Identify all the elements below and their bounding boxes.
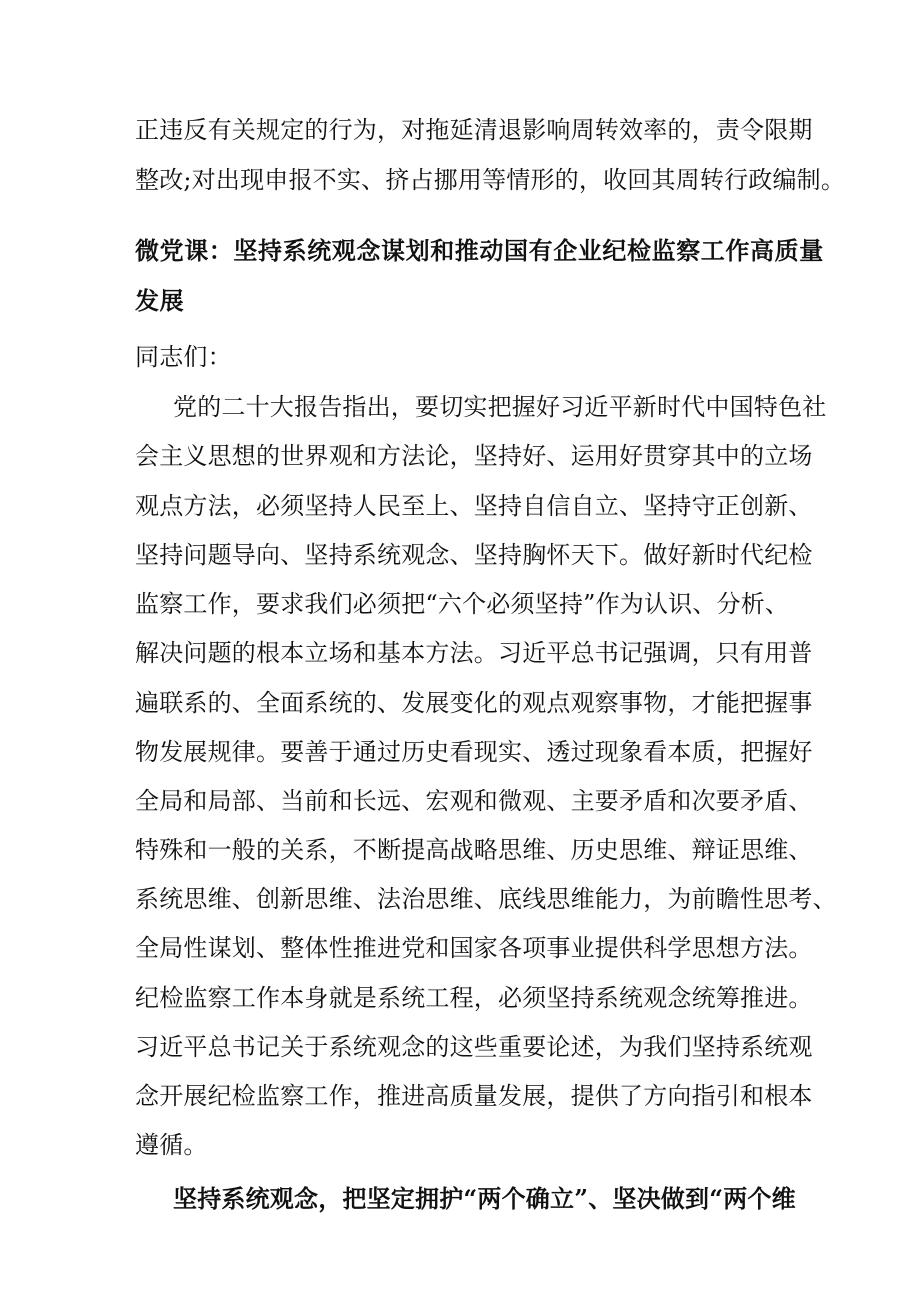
intro-line-1: 正违反有关规定的行为，对拖延清退影响周转效率的，责令限期 xyxy=(135,116,813,144)
body-line-6: 解决问题的根本立场和基本方法。习近平总书记强调，只有用普 xyxy=(135,639,813,667)
body-line-3: 观点方法，必须坚持人民至上、坚持自信自立、坚持守正创新、 xyxy=(135,492,813,520)
body-line-7: 遍联系的、全面系统的、发展变化的观点观察事物，才能把握事 xyxy=(135,689,813,717)
body-line-14: 习近平总书记关于系统观念的这些重要论述，为我们坚持系统观 xyxy=(135,1033,813,1061)
document-title-line-1: 微党课：坚持系统观念谋划和推动国有企业纪检监察工作高质量 xyxy=(135,237,824,265)
intro-line-2: 整改;对出现申报不实、挤占挪用等情形的，收回其周转行政编制。 xyxy=(135,166,846,194)
body-line-13: 纪检监察工作本身就是系统工程，必须坚持系统观念统筹推进。 xyxy=(135,984,813,1012)
body-line-9: 全局和局部、当前和长远、宏观和微观、主要矛盾和次要矛盾、 xyxy=(135,787,813,815)
body-line-11: 系统思维、创新思维、法治思维、底线思维能力，为前瞻性思考、 xyxy=(135,885,837,913)
body-line-4: 坚持问题导向、坚持系统观念、坚持胸怀天下。做好新时代纪检 xyxy=(135,541,813,569)
document-title-line-2: 发展 xyxy=(135,287,185,315)
body-line-8: 物发展规律。要善于通过历史看现实、透过现象看本质，把握好 xyxy=(135,738,813,766)
body-line-5: 监察工作，要求我们必须把“六个必须坚持”作为认识、分析、 xyxy=(135,590,790,618)
body-line-10: 特殊和一般的关系，不断提高战略思维、历史思维、辩证思维、 xyxy=(135,836,813,864)
salutation: 同志们： xyxy=(135,343,232,371)
body-line-15: 念开展纪检监察工作，推进高质量发展，提供了方向指引和根本 xyxy=(135,1082,813,1110)
body-line-2: 会主义思想的世界观和方法论，坚持好、运用好贯穿其中的立场 xyxy=(135,442,813,470)
body-line-12: 全局性谋划、整体性推进党和国家各项事业提供科学思想方法。 xyxy=(135,934,813,962)
body-line-16: 遵循。 xyxy=(135,1131,208,1159)
body-line-1: 党的二十大报告指出，要切实把握好习近平新时代中国特色社 xyxy=(173,393,827,421)
section-heading: 坚持系统观念，把坚定拥护“两个确立”、坚决做到“两个维 xyxy=(173,1184,796,1213)
